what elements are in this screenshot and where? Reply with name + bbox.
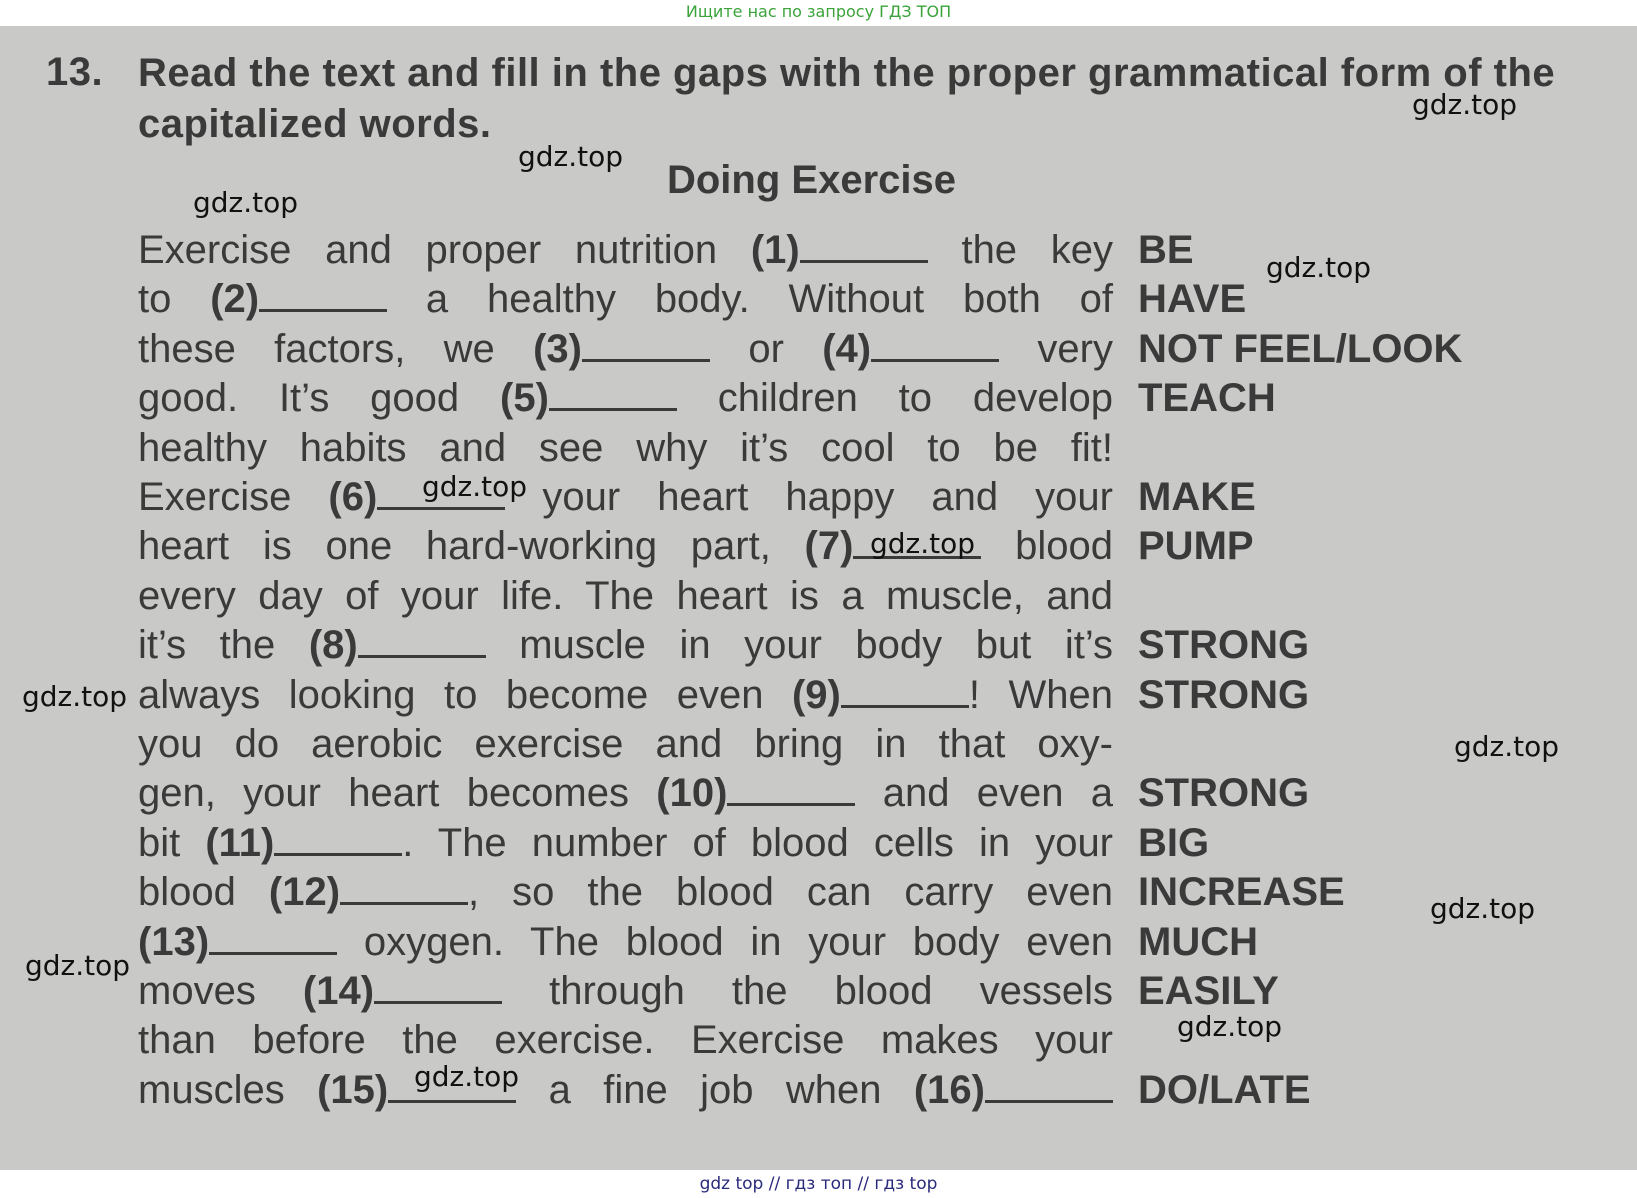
- watermark: gdz.top: [1177, 1010, 1283, 1043]
- text-fragment: to: [138, 277, 211, 321]
- text-fragment: healthy habits and see why it’s cool to be fit!: [138, 426, 1113, 470]
- gap-number: (5): [500, 376, 549, 420]
- text-line: [138, 967, 1113, 1015]
- text-line: [138, 572, 1113, 620]
- text-line: [138, 769, 1113, 817]
- text-fragment: blood: [981, 524, 1113, 568]
- text-fragment: ! When: [968, 673, 1113, 717]
- exercise-number: 13.: [46, 50, 104, 94]
- text-fragment: , so the blood can carry even: [468, 870, 1113, 914]
- watermark: gdz.top: [870, 527, 976, 560]
- answer-gap: [340, 872, 468, 905]
- gap-number: (3): [533, 327, 582, 371]
- text-line: [138, 819, 1113, 867]
- text-fragment: children to develop: [676, 376, 1113, 420]
- text-fragment: through the blood vessels: [502, 969, 1113, 1013]
- text-line: [138, 868, 1113, 916]
- watermark: gdz.top: [422, 470, 528, 503]
- text-fragment: gen, your heart becomes: [138, 771, 657, 815]
- gap-number: (12): [268, 870, 341, 914]
- text-line: [138, 1066, 1113, 1114]
- text-line: [138, 621, 1113, 669]
- answer-gap: [841, 675, 969, 708]
- text-fragment: blood: [138, 870, 269, 914]
- gap-number: (10): [656, 771, 728, 815]
- answer-gap: [871, 329, 999, 362]
- text-fragment: Exercise: [138, 475, 329, 519]
- answer-gap: [582, 329, 710, 362]
- capitalized-word: MUCH: [1138, 920, 1258, 964]
- text-line: [138, 671, 1113, 719]
- gap-number: (8): [308, 623, 358, 667]
- textbook-page: [0, 26, 1637, 1170]
- footer-banner[interactable]: gdz top // гдз топ // гдз top: [0, 1170, 1637, 1198]
- text-fragment: it’s the: [138, 623, 309, 667]
- text-line: [138, 374, 1113, 422]
- text-fragment: bit: [138, 821, 206, 865]
- answer-gap: [549, 378, 677, 411]
- text-fragment: muscles: [138, 1068, 318, 1112]
- answer-gap: [274, 823, 402, 856]
- watermark: gdz.top: [193, 186, 299, 219]
- capitalized-word: BE: [1138, 228, 1194, 272]
- answer-gap: [259, 279, 387, 312]
- watermark: gdz.top: [1412, 88, 1518, 121]
- answer-gap: [727, 773, 855, 806]
- text-fragment: your heart happy and your: [505, 475, 1113, 519]
- gap-number: (2): [210, 277, 260, 321]
- text-fragment: Exercise and proper nutrition: [138, 228, 751, 272]
- gap-number: (14): [302, 969, 375, 1013]
- watermark: gdz.top: [1266, 251, 1372, 284]
- text-fragment: a fine job when: [516, 1068, 914, 1112]
- text-line: [138, 325, 1113, 373]
- answer-gap: [209, 922, 337, 955]
- gap-number: (1): [750, 228, 800, 272]
- text-line: [138, 720, 1113, 768]
- answer-gap: [800, 230, 928, 263]
- text-fragment: heart is one hard-working part,: [138, 524, 805, 568]
- text-fragment: the key: [927, 228, 1114, 272]
- text-fragment: you do aerobic exercise and bring in that oxy-: [138, 722, 1113, 766]
- answer-gap: [358, 625, 486, 658]
- capitalized-word: MAKE: [1138, 475, 1256, 519]
- gap-number: (16): [913, 1068, 985, 1112]
- capitalized-word: TEACH: [1138, 376, 1276, 420]
- capitalized-word: HAVE: [1138, 277, 1247, 321]
- answer-gap: [374, 971, 502, 1004]
- gap-number: (13): [138, 920, 210, 964]
- text-line: [138, 226, 1113, 274]
- text-fragment: very: [999, 327, 1113, 371]
- watermark: gdz.top: [518, 140, 624, 173]
- capitalized-word: DO/LATE: [1138, 1068, 1311, 1112]
- text-fragment: good. It’s good: [138, 376, 501, 420]
- text-line: [138, 473, 1113, 521]
- watermark: gdz.top: [25, 949, 131, 982]
- capitalized-word: NOT FEEL/LOOK: [1138, 327, 1463, 371]
- gap-number: (6): [328, 475, 378, 519]
- capitalized-word: EASILY: [1138, 969, 1279, 1013]
- watermark: gdz.top: [1430, 892, 1536, 925]
- watermark: gdz.top: [1454, 730, 1560, 763]
- text-fragment: these factors, we: [138, 327, 534, 371]
- text-line: [138, 275, 1113, 323]
- watermark: gdz.top: [22, 680, 128, 713]
- gap-number: (11): [205, 821, 275, 865]
- text-line: [138, 424, 1113, 472]
- exercise-instruction: Read the text and fill in the gaps with the proper grammatical form of the capitalized words.: [138, 51, 1556, 146]
- capitalized-word: STRONG: [1138, 623, 1310, 667]
- gap-number: (9): [791, 673, 841, 717]
- search-banner[interactable]: Ищите нас по запросу ГДЗ ТОП: [0, 0, 1637, 26]
- text-line: [138, 1016, 1113, 1064]
- text-fragment: a healthy body. Without both of: [387, 277, 1114, 321]
- text-fragment: muscle in your body but it’s: [485, 623, 1113, 667]
- gap-number: (7): [804, 524, 854, 568]
- text-fragment: or: [710, 327, 823, 371]
- text-title: Doing Exercise: [666, 158, 956, 202]
- text-fragment: . The number of blood cells in your: [402, 821, 1114, 865]
- text-fragment: every day of your life. The heart is a muscle, and: [138, 574, 1113, 618]
- gap-number: (4): [822, 327, 872, 371]
- capitalized-word: STRONG: [1138, 673, 1310, 717]
- capitalized-word: PUMP: [1138, 524, 1254, 568]
- text-fragment: moves: [138, 969, 303, 1013]
- text-fragment: always looking to become even: [138, 673, 792, 717]
- text-fragment: oxygen. The blood in your body even: [337, 920, 1113, 964]
- watermark: gdz.top: [414, 1060, 520, 1093]
- text-fragment: than before the exercise. Exercise makes your: [138, 1018, 1113, 1062]
- answer-gap: [985, 1070, 1113, 1103]
- text-line: [138, 918, 1113, 966]
- capitalized-word: BIG: [1138, 821, 1210, 865]
- capitalized-word: STRONG: [1138, 771, 1310, 815]
- gap-number: (15): [317, 1068, 389, 1112]
- capitalized-word: INCREASE: [1138, 870, 1345, 914]
- text-fragment: and even a: [855, 771, 1113, 815]
